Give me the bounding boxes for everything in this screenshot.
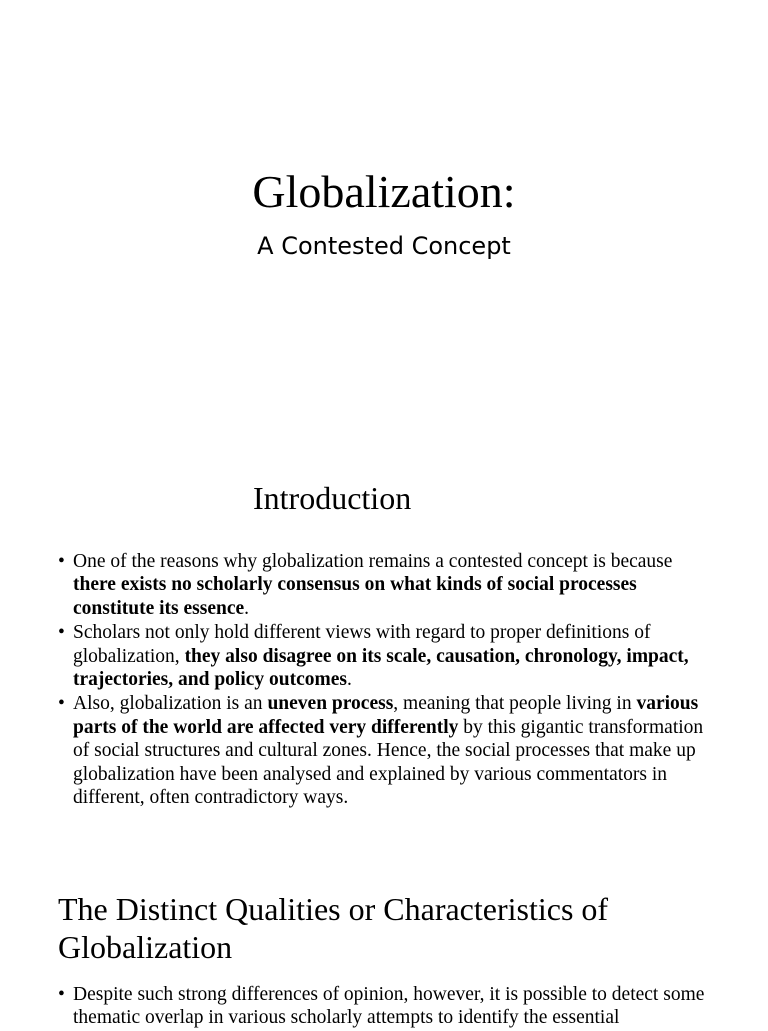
bullet-text: Also, globalization is an — [73, 693, 268, 715]
bullet-text: . — [244, 597, 250, 619]
bullet-text-bold: various parts of the world are affected very differently — [73, 693, 699, 738]
qualities-heading: The Distinct Qualities or Characteristics of Globalization — [58, 891, 609, 965]
bullet-text-bold: uneven process — [267, 693, 394, 715]
bullet-text: Despite such strong differences of opinion, however, it is possible to detect some thematic overlap in various scholarly attempts to identify the essential — [73, 984, 705, 1029]
bullet-text: . — [347, 669, 352, 691]
bullet-item — [58, 550, 714, 620]
bullet-item — [58, 692, 714, 809]
bullet-dot-icon: • — [58, 622, 65, 644]
bullet-text: Scholars not only hold different views with regard to proper definitions of globalization, — [73, 622, 651, 667]
title-slide — [0, 0, 768, 420]
introduction-bullet-list — [58, 550, 714, 810]
bullet-item — [58, 983, 714, 1030]
bullet-dot-icon: • — [58, 551, 65, 572]
bullet-dot-icon: • — [58, 984, 65, 1005]
bullet-text-bold: there exists no scholarly consensus on what kinds of social processes constitute its essence — [73, 574, 637, 619]
bullet-dot-icon: • — [58, 693, 65, 715]
slide-title: Globalization: — [252, 166, 516, 217]
bullet-text: One of the reasons why globalization remains a contested concept is because — [73, 551, 673, 572]
bullet-text: by this gigantic transformation of social structures and cultural zones. Hence, the social processes that make up globalization have been analysed and explained by various commentators in different, often contradictory ways. — [73, 716, 704, 809]
bullet-text-bold: they also disagree on its scale, causation, chronology, impact, trajectories, and policy outcomes — [73, 645, 689, 691]
introduction-heading: Introduction — [253, 480, 412, 516]
bullet-text: , meaning that people living in — [393, 693, 637, 715]
slide-subtitle: A Contested Concept — [257, 232, 511, 260]
bullet-item — [58, 621, 714, 691]
